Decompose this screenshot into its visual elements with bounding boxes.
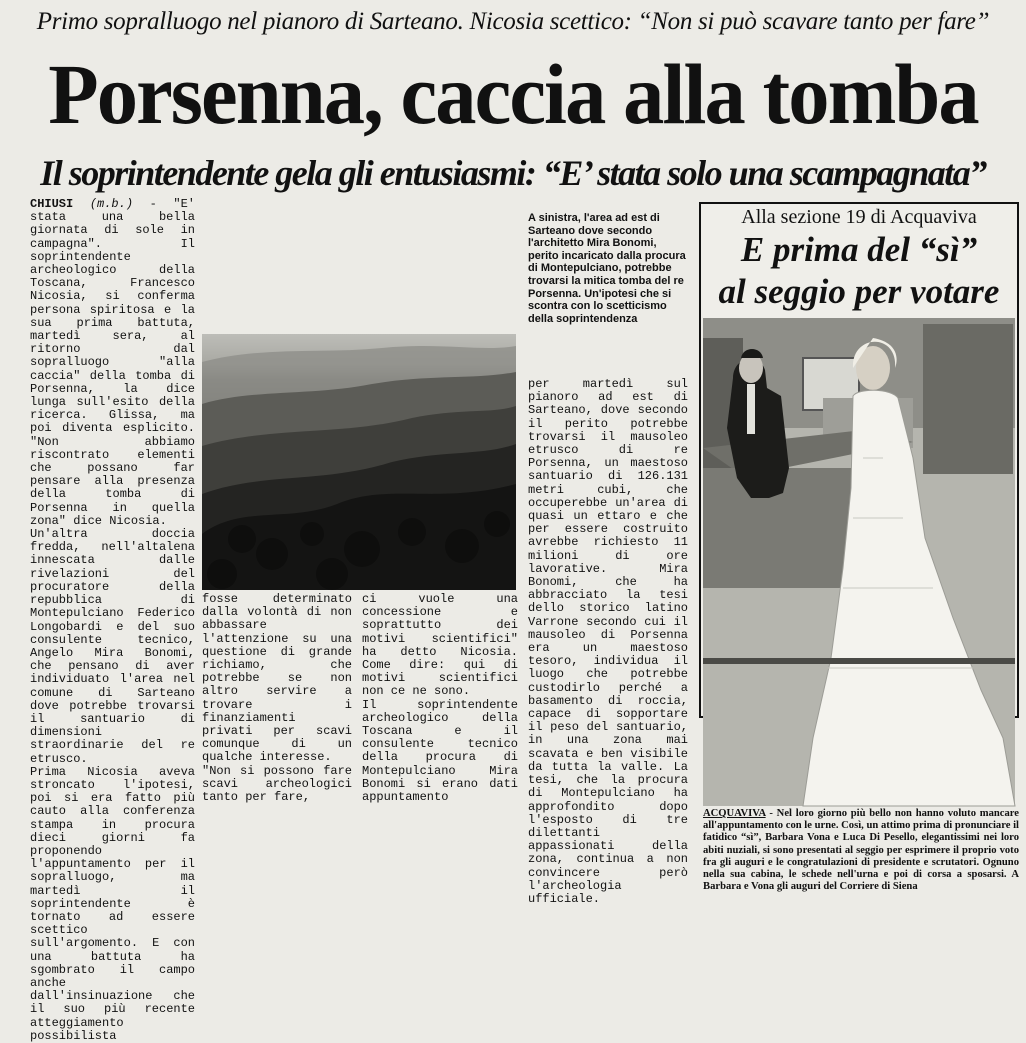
sidebar-box (699, 202, 1019, 893)
landscape-photo (202, 334, 516, 590)
sidebar-caption-lead: ACQUAVIVA (703, 808, 766, 819)
wedding-photo (703, 318, 1015, 806)
dateline: CHIUSI (30, 197, 74, 211)
article-paragraph: "Non si possono fare scavi archeologici tanto per fare, (202, 763, 352, 805)
article-column-1 (30, 197, 195, 1043)
article-paragraph: per martedì sul pianoro ad est di Sarteano, dove secondo il perito potrebbe trovarsi il mausoleo etrusco di re Porsenna, un maestoso santuario di 126.131 metri cubi, che occuperebbe un'area di quasi un ettaro e che per essere costruito avrebbe richiesto 11 milioni di ore lavorative. Mira Bonomi, che ha abbracciato la tesi dello storico latino Varrone secondo cui il mausoleo di Porsenna era un maestoso tesoro, individua il luogo che potrebbe custodirlo perché a basamento di roccia, capace di sopportare il peso del santuario, in una zona mai scavata e ben visibile da tutta la valle. La tesi, che la procura di Montepulciano ha approfondito dopo l'esposto di tre dilettanti appassionati della zona, continua a non convincere però l'archeologia ufficiale. (528, 377, 688, 906)
sidebar-caption (703, 808, 1019, 893)
article-column-2 (202, 592, 352, 805)
sidebar-caption-text: - Nel loro giorno più bello non hanno voluto mancare all'appuntamento con le urne. Così, un attimo prima di pronunciare il fatidico “sì”, Barbara Vona e Luca Di Pesello, elegantissimi nei loro abiti nuziali, si sono presentati al seggio per esprimere il proprio voto fra gli auguri e le congratulazioni di presidente e scrutatori. Ognuno nella sua cabina, le schede nell'urna e poi di corsa a sposarsi. A Barbara e Vona gli auguri del Corriere di Siena (703, 808, 1019, 893)
sidebar-headline-line-1: E prima del “sì” (740, 230, 978, 269)
article-paragraph: Un'altra doccia fredda, nell'altalena innescata dalle rivelazioni del procuratore della repubblica di Montepulciano Federico Longobardi e del suo consulente tecnico, Angelo Mira Bonomi, che pensano di aver individuato l'area nel comune di Sarteano dove potrebbe trovarsi il santuario di dimensioni straordinarie del re etrusco. (30, 527, 195, 766)
article-paragraph: Il soprintendente archeologico della Toscana e il consulente tecnico della procura di Montepulciano Mira Bonomi si erano dati appuntamento (362, 697, 518, 805)
article-paragraph: fosse determinato dalla volontà di non abbassare l'attenzione su una questione di grande richiamo, che potrebbe se non altro servire a trovare i finanziamenti privati per scavi comunque di un qualche interesse. (202, 592, 352, 765)
headline: Porsenna, caccia alla tomba (48, 46, 978, 142)
article-paragraph: ci vuole una concessione e soprattutto dei motivi scientifici" ha detto Nicosia. Come dire: qui di motivi scientifici non ce ne sono. (362, 592, 518, 699)
photo-caption: A sinistra, l'area ad est di Sarteano dove secondo l'architetto Mira Bonomi, perito incaricato dalla procura di Montepulciano, potrebbe trovarsi la mitica tomba del re Porsenna. Un'ipotesi che si scontra con lo scetticismo della soprintendenza (528, 212, 686, 325)
sidebar-title: Alla sezione 19 di Acquaviva (741, 206, 977, 228)
byline: (m.b.) (89, 197, 134, 211)
article-paragraph: Prima Nicosia aveva stroncato l'ipotesi, poi si era fatto più cauto alla conferenza stampa in procura dieci giorni fa proponendo l'appuntamento per il sopralluogo, ma martedì il soprintendente è tornato ad essere scettico sull'argomento. E con una battuta ha sgombrato il campo anche dall'insinuazione che il suo più recente atteggiamento possibilista (30, 764, 195, 1043)
article-paragraph: - "E' stata una bella giornata di sole in campagna". Il soprintendente archeologico della Toscana, Francesco Nicosia, si conferma persona spiritosa e la sua prima battuta, martedì sera, al ritorno dal sopralluogo "alla caccia" della tomba di Porsenna, la dice lunga sull'esito della ricerca. Glissa, ma poi diventa esplicito. "Non abbiamo riscontrato elementi che possano far pensare alla presenza della tomba di Porsenna in quella zona" dice Nicosia. (30, 197, 195, 528)
sidebar-headline-line-2: al seggio per votare (718, 272, 1000, 311)
article-column-4 (528, 377, 688, 906)
article-column-3 (362, 592, 518, 805)
kicker: Primo sopralluogo nel pianoro di Sarteano. Nicosia scettico: “Non si può scavare tanto per fare” (36, 8, 990, 35)
subheadline: Il soprintendente gela gli entusiasmi: “E’ stata solo una scampagnata” (40, 153, 986, 193)
